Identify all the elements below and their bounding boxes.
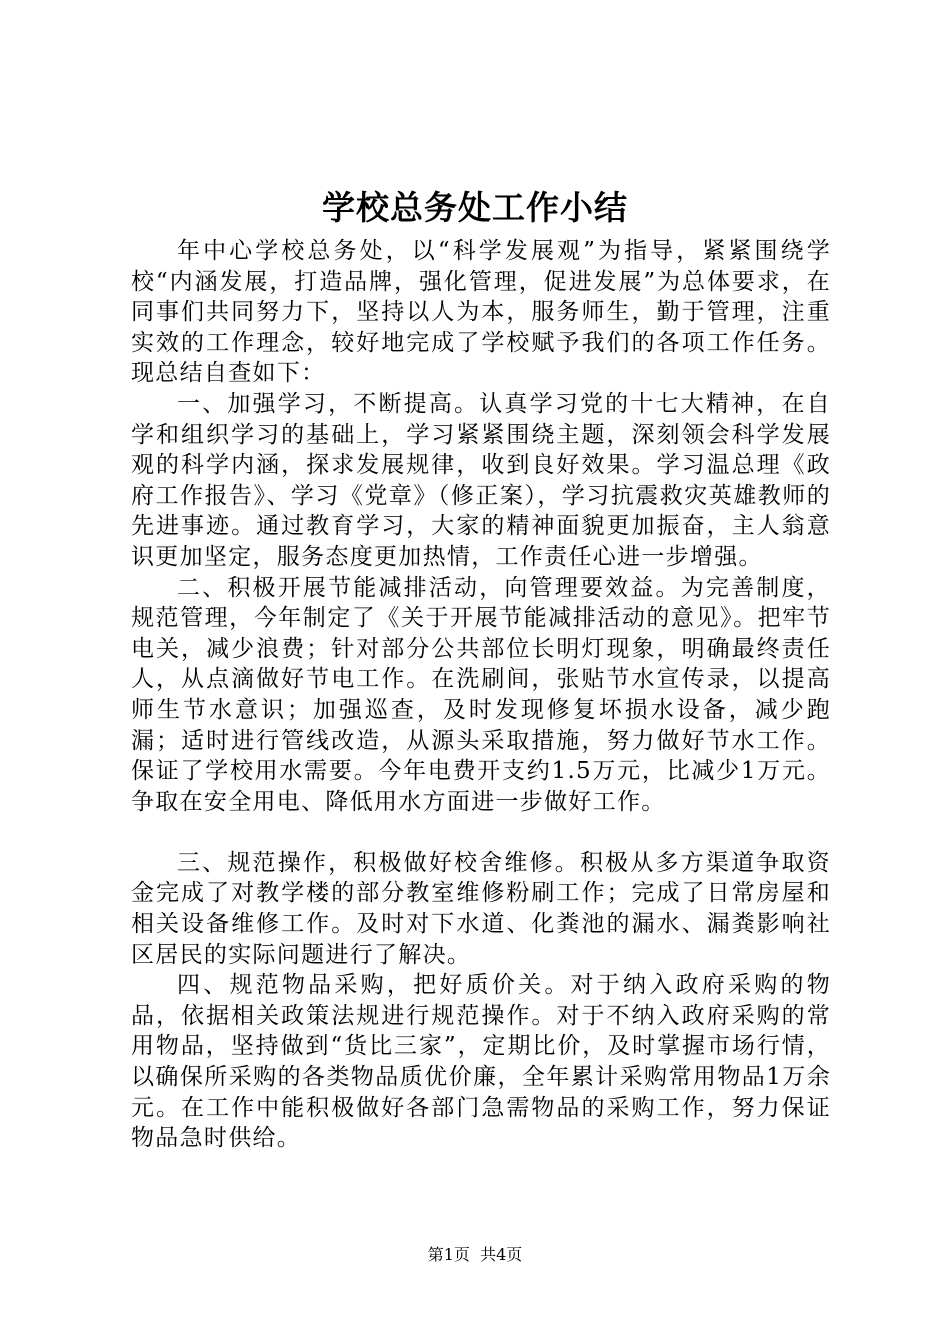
page-number-label: 第1页 共4页 bbox=[427, 1245, 523, 1264]
document-body bbox=[131, 236, 831, 1154]
section-1-paragraph: 一、加强学习，不断提高。认真学习党的十七大精神，在自学和组织学习的基础上，学习紧紧围绕主题，深刻领会科学发展观的科学内涵，探求发展规律，收到良好效果。学习温总理《政府工作报告》、学习《党章》（修正案），学习抗震救灾英雄教师的先进事迹。通过教育学习，大家的精神面貌更加振奋，主人翁意识更加坚定，服务态度更加热情，工作责任心进一步增强。 bbox=[131, 390, 831, 570]
section-3-paragraph: 三、规范操作，积极做好校舍维修。积极从多方渠道争取资金完成了对教学楼的部分教室维修粉刷工作；完成了日常房屋和相关设备维修工作。及时对下水道、化粪池的漏水、漏粪影响社区居民的实际问题进行了解决。 bbox=[131, 849, 831, 968]
page-footer bbox=[0, 1245, 950, 1265]
section-2-paragraph: 二、积极开展节能减排活动，向管理要效益。为完善制度，规范管理，今年制定了《关于开展节能减排活动的意见》。把牢节电关，减少浪费；针对部分公共部位长明灯现象，明确最终责任人，从点滴做好节电工作。在洗刷间，张贴节水宣传录，以提高师生节水意识；加强巡查，及时发现修复坏损水设备，减少跑漏；适时进行管线改造，从源头采取措施，努力做好节水工作。保证了学校用水需要。今年电费开支约1.5万元，比减少1万元。争取在安全用电、降低用水方面进一步做好工作。 bbox=[131, 574, 831, 815]
intro-paragraph: 年中心学校总务处，以“科学发展观”为指导，紧紧围绕学校“内涵发展，打造品牌，强化管理，促进发展”为总体要求，在同事们共同努力下，坚持以人为本，服务师生，勤于管理，注重实效的工作理念，较好地完成了学校赋予我们的各项工作任务。现总结自查如下： bbox=[131, 238, 831, 387]
section-4-paragraph: 四、规范物品采购，把好质价关。对于纳入政府采购的物品，依据相关政策法规进行规范操作。对于不纳入政府采购的常用物品，坚持做到“货比三家”，定期比价，及时掌握市场行情，以确保所采购的各类物品质优价廉，全年累计采购常用物品1万余元。在工作中能积极做好各部门急需物品的采购工作，努力保证物品急时供给。 bbox=[131, 972, 831, 1152]
document-title: 学校总务处工作小结 bbox=[322, 188, 628, 227]
